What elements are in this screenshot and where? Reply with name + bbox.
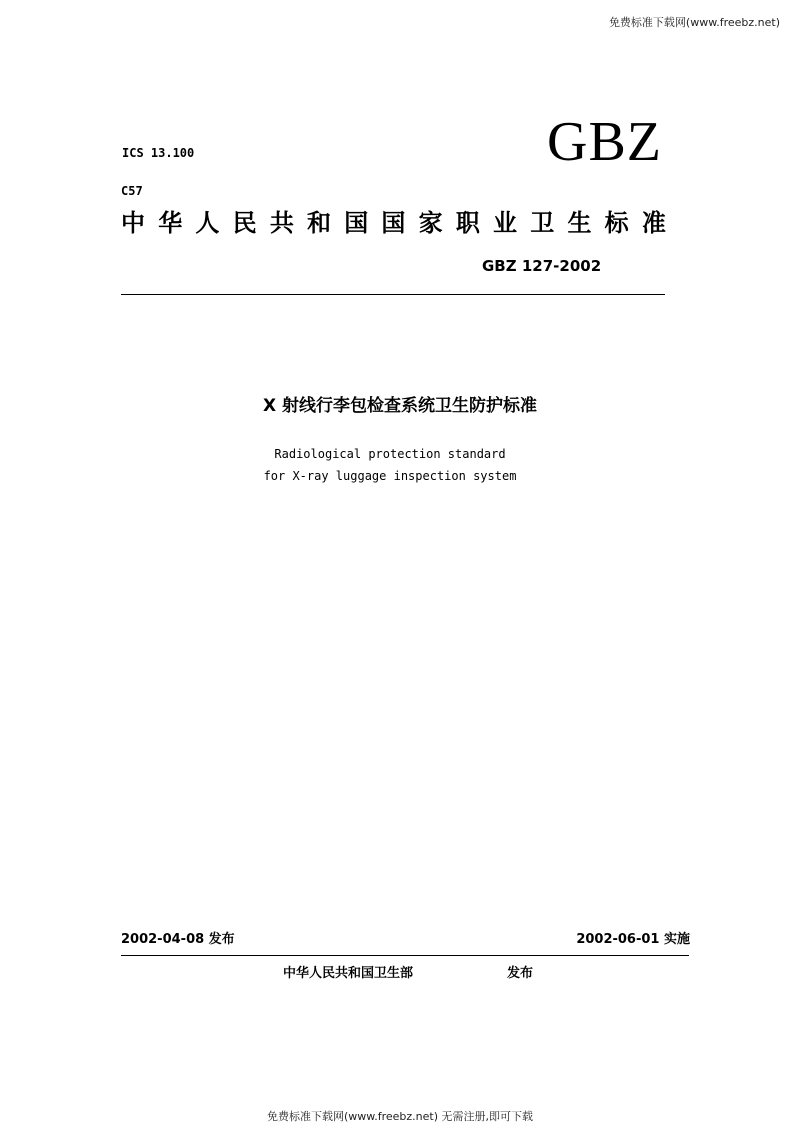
title-char: 职	[455, 209, 480, 237]
watermark-top: 免费标准下载网(www.freebz.net)	[608, 16, 780, 29]
watermark-bottom: 免费标准下载网(www.freebz.net) 无需注册,即可下载	[266, 1110, 534, 1123]
implementation-date: 2002-06-01 实施	[576, 932, 690, 947]
header-divider	[121, 294, 665, 295]
title-char: 标	[604, 209, 629, 237]
classification-code: C57	[121, 184, 143, 198]
title-char: 华	[158, 209, 183, 237]
title-en-line: for X-ray luggage inspection system	[263, 469, 517, 483]
issuing-action: 发布	[507, 966, 534, 981]
title-char: 国	[381, 209, 406, 237]
title-char: 人	[195, 209, 220, 237]
title-char: 和	[307, 209, 332, 237]
title-char: 生	[567, 209, 592, 237]
document-title-en	[0, 443, 780, 487]
title-char: 业	[493, 209, 518, 237]
footer-divider	[121, 955, 689, 956]
standard-category-title	[121, 205, 666, 241]
title-char: 准	[641, 209, 666, 237]
standard-number: GBZ 127-2002	[482, 257, 602, 275]
ics-code: ICS 13.100	[122, 146, 195, 160]
gbz-mark: GBZ	[547, 111, 662, 173]
issuing-authority: 中华人民共和国卫生部	[283, 966, 414, 981]
issue-date: 2002-04-08 发布	[121, 932, 235, 947]
title-char: 民	[232, 209, 257, 237]
title-char: 共	[269, 209, 294, 237]
title-en-line: Radiological protection standard	[274, 447, 506, 461]
title-char: 国	[344, 209, 369, 237]
document-title-cn: X 射线行李包检查系统卫生防护标准	[262, 396, 538, 416]
title-char: 家	[418, 209, 443, 237]
title-char: 卫	[530, 209, 555, 237]
title-char: 中	[121, 209, 145, 237]
